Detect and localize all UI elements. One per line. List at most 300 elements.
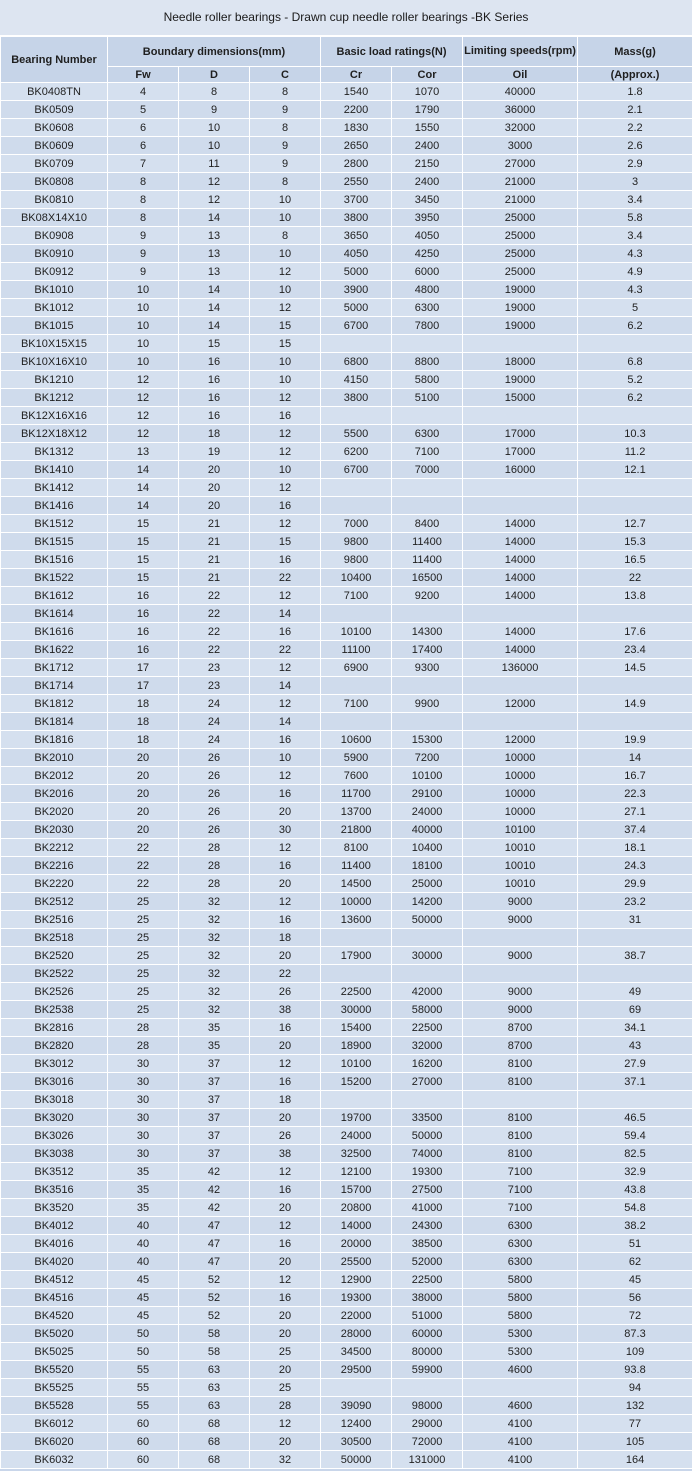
cell-cor: 7000: [392, 461, 463, 479]
cell-fw: 14: [108, 461, 179, 479]
cell-fw: 18: [108, 713, 179, 731]
table-row: [1, 1073, 692, 1091]
cell-mass: 4.3: [578, 245, 692, 263]
cell-bearing-number: BK1614: [1, 605, 108, 623]
cell-c: 10: [250, 245, 321, 263]
table-row: [1, 911, 692, 929]
cell-d: 47: [179, 1217, 250, 1235]
table-row: [1, 1379, 692, 1397]
cell-c: 20: [250, 1325, 321, 1343]
cell-mass: 2.1: [578, 101, 692, 119]
cell-cr: [321, 965, 392, 983]
cell-fw: 22: [108, 857, 179, 875]
cell-oil-speed: 8100: [463, 1109, 578, 1127]
cell-bearing-number: BK2516: [1, 911, 108, 929]
cell-cr: 9800: [321, 533, 392, 551]
cell-mass: 46.5: [578, 1109, 692, 1127]
table-row: [1, 1037, 692, 1055]
table-row: [1, 713, 692, 731]
cell-cr: 11100: [321, 641, 392, 659]
table-row: [1, 119, 692, 137]
cell-oil-speed: [463, 335, 578, 353]
cell-bearing-number: BK3512: [1, 1163, 108, 1181]
cell-bearing-number: BK3016: [1, 1073, 108, 1091]
cell-cr: [321, 929, 392, 947]
cell-oil-speed: [463, 1379, 578, 1397]
cell-d: 32: [179, 1001, 250, 1019]
cell-cor: 80000: [392, 1343, 463, 1361]
cell-d: 32: [179, 983, 250, 1001]
cell-d: 47: [179, 1253, 250, 1271]
cell-c: 15: [250, 335, 321, 353]
cell-cr: 20800: [321, 1199, 392, 1217]
cell-cor: 22500: [392, 1271, 463, 1289]
cell-mass: 69: [578, 1001, 692, 1019]
cell-fw: 30: [108, 1055, 179, 1073]
cell-fw: 5: [108, 101, 179, 119]
cell-c: 12: [250, 659, 321, 677]
table-row: [1, 587, 692, 605]
cell-cr: 19700: [321, 1109, 392, 1127]
cell-oil-speed: 36000: [463, 101, 578, 119]
cell-mass: 17.6: [578, 623, 692, 641]
cell-d: 28: [179, 857, 250, 875]
cell-cor: 38000: [392, 1289, 463, 1307]
cell-c: 12: [250, 299, 321, 317]
cell-c: 16: [250, 1181, 321, 1199]
cell-mass: 12.7: [578, 515, 692, 533]
cell-mass: 72: [578, 1307, 692, 1325]
cell-c: 16: [250, 407, 321, 425]
cell-cr: 9800: [321, 551, 392, 569]
cell-mass: 105: [578, 1433, 692, 1451]
cell-mass: 18.1: [578, 839, 692, 857]
cell-oil-speed: 4600: [463, 1397, 578, 1415]
table-row: [1, 1361, 692, 1379]
cell-d: 22: [179, 641, 250, 659]
cell-d: 16: [179, 389, 250, 407]
cell-fw: 8: [108, 191, 179, 209]
cell-d: 35: [179, 1037, 250, 1055]
cell-c: 16: [250, 497, 321, 515]
cell-fw: 40: [108, 1217, 179, 1235]
table-row: [1, 1271, 692, 1289]
cell-bearing-number: BK2512: [1, 893, 108, 911]
cell-bearing-number: BK0910: [1, 245, 108, 263]
cell-cor: [392, 479, 463, 497]
cell-cor: [392, 605, 463, 623]
cell-c: 22: [250, 965, 321, 983]
cell-oil-speed: 9000: [463, 983, 578, 1001]
cell-d: 22: [179, 605, 250, 623]
cell-oil-speed: 4100: [463, 1433, 578, 1451]
cell-mass: 10.3: [578, 425, 692, 443]
table-row: [1, 263, 692, 281]
cell-fw: 25: [108, 965, 179, 983]
cell-oil-speed: 10010: [463, 857, 578, 875]
cell-fw: 45: [108, 1271, 179, 1289]
cell-cor: 7100: [392, 443, 463, 461]
cell-oil-speed: 10010: [463, 839, 578, 857]
cell-c: 20: [250, 1253, 321, 1271]
table-row: [1, 1325, 692, 1343]
cell-d: 18: [179, 425, 250, 443]
cell-fw: 55: [108, 1379, 179, 1397]
table-row: [1, 1235, 692, 1253]
cell-cr: [321, 335, 392, 353]
cell-oil-speed: 5800: [463, 1289, 578, 1307]
cell-mass: [578, 677, 692, 695]
cell-bearing-number: BK5020: [1, 1325, 108, 1343]
cell-mass: 51: [578, 1235, 692, 1253]
cell-d: 52: [179, 1289, 250, 1307]
cell-c: 16: [250, 857, 321, 875]
cell-bearing-number: BK1416: [1, 497, 108, 515]
cell-oil-speed: 10100: [463, 821, 578, 839]
cell-cr: 10100: [321, 623, 392, 641]
cell-oil-speed: 27000: [463, 155, 578, 173]
table-row: [1, 101, 692, 119]
cell-c: 38: [250, 1001, 321, 1019]
cell-bearing-number: BK0808: [1, 173, 108, 191]
cell-cr: 1540: [321, 83, 392, 101]
cell-oil-speed: 19000: [463, 299, 578, 317]
table-row: [1, 1055, 692, 1073]
cell-cor: 8800: [392, 353, 463, 371]
table-row: [1, 299, 692, 317]
cell-fw: 16: [108, 641, 179, 659]
cell-bearing-number: BK4016: [1, 1235, 108, 1253]
cell-cr: 12100: [321, 1163, 392, 1181]
cell-d: 20: [179, 497, 250, 515]
cell-fw: 8: [108, 173, 179, 191]
cell-c: 12: [250, 839, 321, 857]
cell-cor: 17400: [392, 641, 463, 659]
cell-bearing-number: BK2522: [1, 965, 108, 983]
cell-cor: 5100: [392, 389, 463, 407]
cell-fw: 60: [108, 1433, 179, 1451]
cell-mass: 2.2: [578, 119, 692, 137]
cell-cor: 27500: [392, 1181, 463, 1199]
cell-d: 20: [179, 461, 250, 479]
cell-fw: 18: [108, 695, 179, 713]
cell-d: 52: [179, 1271, 250, 1289]
cell-d: 63: [179, 1397, 250, 1415]
cell-mass: 49: [578, 983, 692, 1001]
cell-fw: 16: [108, 605, 179, 623]
cell-mass: 94: [578, 1379, 692, 1397]
cell-d: 16: [179, 371, 250, 389]
header-boundary-dimensions: Boundary dimensions(mm): [108, 37, 321, 67]
cell-cr: 34500: [321, 1343, 392, 1361]
cell-oil-speed: 19000: [463, 281, 578, 299]
cell-bearing-number: BK10X16X10: [1, 353, 108, 371]
cell-mass: 4.9: [578, 263, 692, 281]
cell-cr: 11700: [321, 785, 392, 803]
cell-bearing-number: BK2010: [1, 749, 108, 767]
cell-mass: 22.3: [578, 785, 692, 803]
table-row: [1, 83, 692, 101]
cell-fw: 35: [108, 1163, 179, 1181]
cell-bearing-number: BK1515: [1, 533, 108, 551]
cell-bearing-number: BK12X18X12: [1, 425, 108, 443]
cell-fw: 15: [108, 551, 179, 569]
cell-d: 13: [179, 245, 250, 263]
cell-cr: [321, 1091, 392, 1109]
cell-cor: 1790: [392, 101, 463, 119]
cell-oil-speed: [463, 407, 578, 425]
cell-bearing-number: BK2012: [1, 767, 108, 785]
cell-c: 12: [250, 695, 321, 713]
cell-oil-speed: 3000: [463, 137, 578, 155]
cell-mass: 23.2: [578, 893, 692, 911]
cell-bearing-number: BK2816: [1, 1019, 108, 1037]
table-row: [1, 1451, 692, 1469]
cell-c: 20: [250, 1433, 321, 1451]
cell-mass: 34.1: [578, 1019, 692, 1037]
cell-cr: 22500: [321, 983, 392, 1001]
cell-fw: 9: [108, 263, 179, 281]
cell-mass: 16.7: [578, 767, 692, 785]
cell-d: 10: [179, 119, 250, 137]
cell-cor: 52000: [392, 1253, 463, 1271]
cell-fw: 25: [108, 947, 179, 965]
cell-cor: 41000: [392, 1199, 463, 1217]
cell-d: 26: [179, 767, 250, 785]
cell-mass: 15.3: [578, 533, 692, 551]
cell-cor: 3950: [392, 209, 463, 227]
table-row: [1, 1145, 692, 1163]
cell-d: 28: [179, 875, 250, 893]
cell-cr: 10600: [321, 731, 392, 749]
header-approx: (Approx.): [578, 67, 692, 83]
cell-fw: 15: [108, 569, 179, 587]
cell-oil-speed: 5300: [463, 1325, 578, 1343]
cell-fw: 10: [108, 353, 179, 371]
cell-bearing-number: BK1516: [1, 551, 108, 569]
cell-mass: 38.2: [578, 1217, 692, 1235]
table-row: [1, 227, 692, 245]
cell-bearing-number: BK4520: [1, 1307, 108, 1325]
table-row: [1, 983, 692, 1001]
cell-c: 16: [250, 1073, 321, 1091]
cell-d: 12: [179, 173, 250, 191]
cell-c: 22: [250, 569, 321, 587]
cell-cor: 38500: [392, 1235, 463, 1253]
cell-cr: 3900: [321, 281, 392, 299]
cell-d: 28: [179, 839, 250, 857]
cell-cor: 14300: [392, 623, 463, 641]
cell-c: 25: [250, 1379, 321, 1397]
table-row: [1, 875, 692, 893]
cell-oil-speed: 4100: [463, 1451, 578, 1469]
cell-c: 14: [250, 605, 321, 623]
cell-fw: 25: [108, 893, 179, 911]
table-row: [1, 551, 692, 569]
cell-d: 10: [179, 137, 250, 155]
table-row: [1, 1415, 692, 1433]
cell-mass: 13.8: [578, 587, 692, 605]
cell-oil-speed: 10000: [463, 767, 578, 785]
cell-cor: 72000: [392, 1433, 463, 1451]
cell-cor: 3450: [392, 191, 463, 209]
cell-bearing-number: BK2520: [1, 947, 108, 965]
cell-mass: 31: [578, 911, 692, 929]
cell-oil-speed: 40000: [463, 83, 578, 101]
cell-bearing-number: BK1622: [1, 641, 108, 659]
cell-cr: [321, 479, 392, 497]
table-row: [1, 1019, 692, 1037]
cell-mass: 43: [578, 1037, 692, 1055]
table-row: [1, 353, 692, 371]
cell-bearing-number: BK1522: [1, 569, 108, 587]
table-row: [1, 641, 692, 659]
cell-cor: 32000: [392, 1037, 463, 1055]
table-row: [1, 1217, 692, 1235]
cell-cr: 1830: [321, 119, 392, 137]
cell-oil-speed: 7100: [463, 1163, 578, 1181]
cell-cr: 18900: [321, 1037, 392, 1055]
cell-cor: [392, 1091, 463, 1109]
cell-fw: 10: [108, 299, 179, 317]
cell-c: 9: [250, 137, 321, 155]
cell-c: 20: [250, 875, 321, 893]
table-row: [1, 1181, 692, 1199]
cell-c: 8: [250, 227, 321, 245]
cell-oil-speed: 16000: [463, 461, 578, 479]
cell-oil-speed: 8100: [463, 1145, 578, 1163]
cell-bearing-number: BK3026: [1, 1127, 108, 1145]
cell-fw: 12: [108, 407, 179, 425]
cell-cr: 6900: [321, 659, 392, 677]
table-row: [1, 1001, 692, 1019]
table-row: [1, 695, 692, 713]
cell-bearing-number: BK3018: [1, 1091, 108, 1109]
cell-fw: 25: [108, 929, 179, 947]
cell-cr: [321, 605, 392, 623]
cell-fw: 14: [108, 479, 179, 497]
cell-d: 42: [179, 1199, 250, 1217]
table-row: [1, 173, 692, 191]
cell-oil-speed: 14000: [463, 551, 578, 569]
cell-c: 14: [250, 713, 321, 731]
cell-cr: 11400: [321, 857, 392, 875]
cell-mass: 54.8: [578, 1199, 692, 1217]
cell-bearing-number: BK2538: [1, 1001, 108, 1019]
cell-c: 20: [250, 1109, 321, 1127]
cell-cor: 1070: [392, 83, 463, 101]
cell-d: 37: [179, 1127, 250, 1145]
cell-bearing-number: BK1814: [1, 713, 108, 731]
cell-fw: 4: [108, 83, 179, 101]
cell-d: 32: [179, 929, 250, 947]
cell-oil-speed: 8100: [463, 1055, 578, 1073]
cell-d: 58: [179, 1343, 250, 1361]
cell-cor: 6300: [392, 299, 463, 317]
cell-cor: 58000: [392, 1001, 463, 1019]
cell-bearing-number: BK0408TN: [1, 83, 108, 101]
cell-d: 22: [179, 587, 250, 605]
cell-cr: 28000: [321, 1325, 392, 1343]
cell-fw: 6: [108, 119, 179, 137]
cell-oil-speed: 7100: [463, 1181, 578, 1199]
cell-d: 32: [179, 965, 250, 983]
cell-bearing-number: BK12X16X16: [1, 407, 108, 425]
table-row: [1, 1163, 692, 1181]
cell-cr: 25500: [321, 1253, 392, 1271]
cell-bearing-number: BK0709: [1, 155, 108, 173]
cell-cr: 3650: [321, 227, 392, 245]
cell-d: 13: [179, 227, 250, 245]
cell-mass: 1.8: [578, 83, 692, 101]
cell-bearing-number: BK1410: [1, 461, 108, 479]
cell-c: 14: [250, 677, 321, 695]
cell-fw: 20: [108, 785, 179, 803]
cell-c: 18: [250, 1091, 321, 1109]
table-row: [1, 389, 692, 407]
cell-cor: 2150: [392, 155, 463, 173]
cell-cr: 39090: [321, 1397, 392, 1415]
cell-c: 10: [250, 461, 321, 479]
cell-cr: 15400: [321, 1019, 392, 1037]
cell-cor: 60000: [392, 1325, 463, 1343]
cell-d: 16: [179, 353, 250, 371]
cell-bearing-number: BK2030: [1, 821, 108, 839]
cell-c: 12: [250, 479, 321, 497]
cell-d: 14: [179, 299, 250, 317]
cell-oil-speed: 25000: [463, 227, 578, 245]
cell-bearing-number: BK0912: [1, 263, 108, 281]
cell-bearing-number: BK0609: [1, 137, 108, 155]
cell-cr: [321, 677, 392, 695]
cell-cor: 16500: [392, 569, 463, 587]
cell-cor: 131000: [392, 1451, 463, 1469]
cell-c: 30: [250, 821, 321, 839]
cell-mass: 29.9: [578, 875, 692, 893]
header-c: C: [250, 67, 321, 83]
cell-c: 12: [250, 1217, 321, 1235]
cell-cr: 6800: [321, 353, 392, 371]
cell-cr: 5000: [321, 263, 392, 281]
cell-cor: 25000: [392, 875, 463, 893]
cell-d: 63: [179, 1361, 250, 1379]
cell-d: 68: [179, 1415, 250, 1433]
cell-oil-speed: 8700: [463, 1019, 578, 1037]
cell-fw: 30: [108, 1091, 179, 1109]
cell-bearing-number: BK1210: [1, 371, 108, 389]
cell-fw: 12: [108, 371, 179, 389]
table-row: [1, 731, 692, 749]
cell-oil-speed: 17000: [463, 425, 578, 443]
cell-bearing-number: BK3020: [1, 1109, 108, 1127]
cell-bearing-number: BK0608: [1, 119, 108, 137]
cell-oil-speed: 6300: [463, 1253, 578, 1271]
cell-oil-speed: 8100: [463, 1073, 578, 1091]
cell-fw: 18: [108, 731, 179, 749]
cell-fw: 25: [108, 983, 179, 1001]
cell-cr: 7100: [321, 695, 392, 713]
cell-cor: 50000: [392, 911, 463, 929]
cell-d: 24: [179, 695, 250, 713]
cell-bearing-number: BK2216: [1, 857, 108, 875]
cell-fw: 25: [108, 1001, 179, 1019]
table-row: [1, 929, 692, 947]
cell-mass: 27.9: [578, 1055, 692, 1073]
cell-mass: 19.9: [578, 731, 692, 749]
cell-oil-speed: 5300: [463, 1343, 578, 1361]
cell-mass: [578, 335, 692, 353]
cell-cr: 12400: [321, 1415, 392, 1433]
